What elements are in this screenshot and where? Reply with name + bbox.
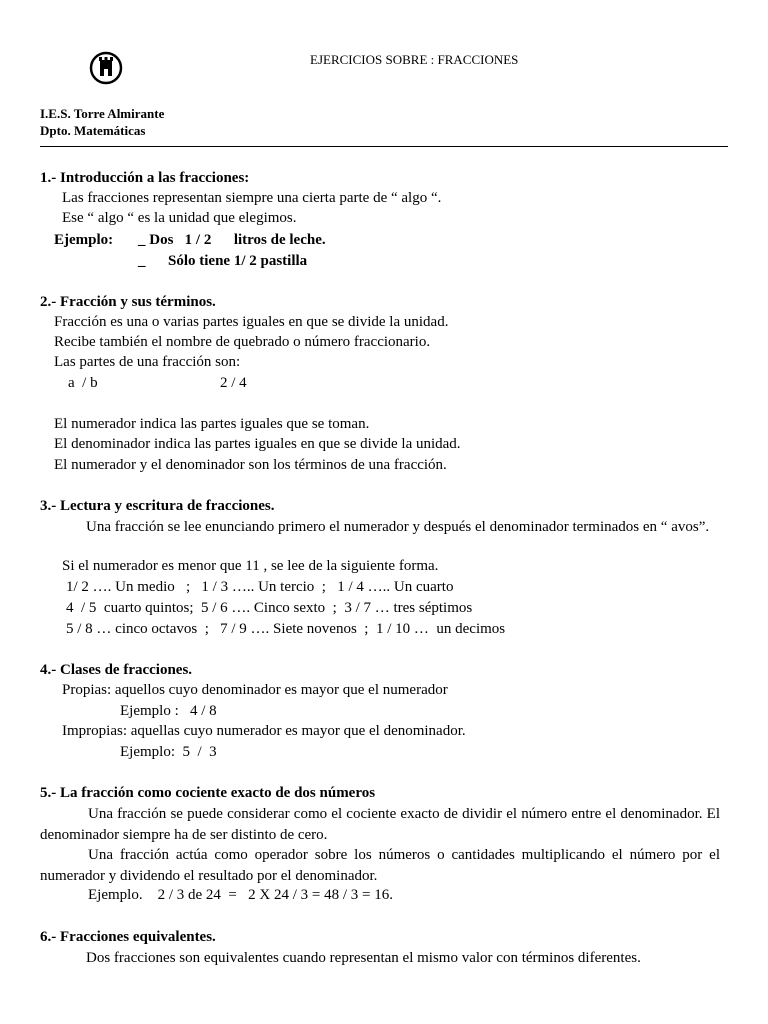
- section-4-line: Propias: aquellos cuyo denominador es mayor que el numerador: [62, 682, 448, 698]
- tower-emblem-icon: [80, 50, 132, 86]
- department-name: Dpto. Matemáticas: [40, 123, 146, 138]
- fraction-example: 2 / 4: [220, 375, 247, 391]
- reading-row: 5 / 8 … cinco octavos ; 7 / 9 …. Siete novenos ; 1 / 10 … un decimos: [66, 621, 506, 637]
- section-2-line: Las partes de una fracción son:: [54, 354, 241, 370]
- section-6-heading: 6.- Fracciones equivalentes.: [40, 929, 216, 945]
- section-3-heading: 3.- Lectura y escritura de fracciones.: [40, 498, 275, 514]
- example-line: _ Sólo tiene 1/ 2 pastilla: [138, 253, 308, 269]
- section-2-heading: 2.- Fracción y sus términos.: [40, 294, 216, 310]
- section-5-heading: 5.- La fracción como cociente exacto de dos números: [40, 785, 376, 801]
- school-logo: [80, 50, 132, 86]
- section-4-line: Impropias: aquellas cuyo numerador es mayor que el denominador.: [62, 723, 466, 739]
- section-1-line: Las fracciones representan siempre una cierta parte de “ algo “.: [62, 190, 442, 206]
- section-1-line: Ese “ algo “ es la unidad que elegimos.: [62, 210, 297, 226]
- section-4-heading: 4.- Clases de fracciones.: [40, 662, 193, 678]
- section-3-paragraph: Una fracción se lee enunciando primero el numerador y después el denominador terminados en “ avos”.: [86, 519, 710, 535]
- header-divider: [40, 146, 728, 147]
- school-name: I.E.S. Torre Almirante: [40, 106, 165, 121]
- example-label: Ejemplo:: [54, 232, 114, 248]
- fraction-example: a / b: [68, 375, 98, 391]
- section-4-example: Ejemplo: 5 / 3: [120, 744, 217, 760]
- reading-row: 1/ 2 …. Un medio ; 1 / 3 ….. Un tercio ; 1 / 4 ….. Un cuarto: [66, 579, 454, 595]
- reading-row: 4 / 5 cuarto quintos; 5 / 6 …. Cinco sexto ; 3 / 7 … tres séptimos: [66, 600, 473, 616]
- section-1-heading: 1.- Introducción a las fracciones:: [40, 170, 250, 186]
- section-2-line: El numerador y el denominador son los términos de una fracción.: [54, 457, 447, 473]
- section-4-example: Ejemplo : 4 / 8: [120, 703, 217, 719]
- section-5-paragraph: Una fracción se puede considerar como el cociente exacto de dividir el número entre el denominador. El denominador siempre ha de ser distinto de cero.: [40, 806, 720, 843]
- section-5-example: Ejemplo. 2 / 3 de 24 = 2 X 24 / 3 = 48 / 3 = 16.: [88, 887, 393, 903]
- section-2-line: Recibe también el nombre de quebrado o número fraccionario.: [54, 334, 431, 350]
- section-3-line: Si el numerador es menor que 11 , se lee de la siguiente forma.: [62, 558, 439, 574]
- section-2-line: El denominador indica las partes iguales en que se divide la unidad.: [54, 436, 461, 452]
- document-title: EJERCICIOS SOBRE : FRACCIONES: [310, 52, 519, 67]
- section-2-line: El numerador indica las partes iguales que se toman.: [54, 416, 370, 432]
- section-6-paragraph: Dos fracciones son equivalentes cuando representan el mismo valor con términos diferentes.: [86, 950, 641, 966]
- section-2-line: Fracción es una o varias partes iguales en que se divide la unidad.: [54, 314, 449, 330]
- example-line: _ Dos 1 / 2 litros de leche.: [138, 232, 326, 248]
- section-5-paragraph: Una fracción actúa como operador sobre los números o cantidades multiplicando el número por el numerador y dividendo el resultado por el denominador.: [40, 847, 720, 884]
